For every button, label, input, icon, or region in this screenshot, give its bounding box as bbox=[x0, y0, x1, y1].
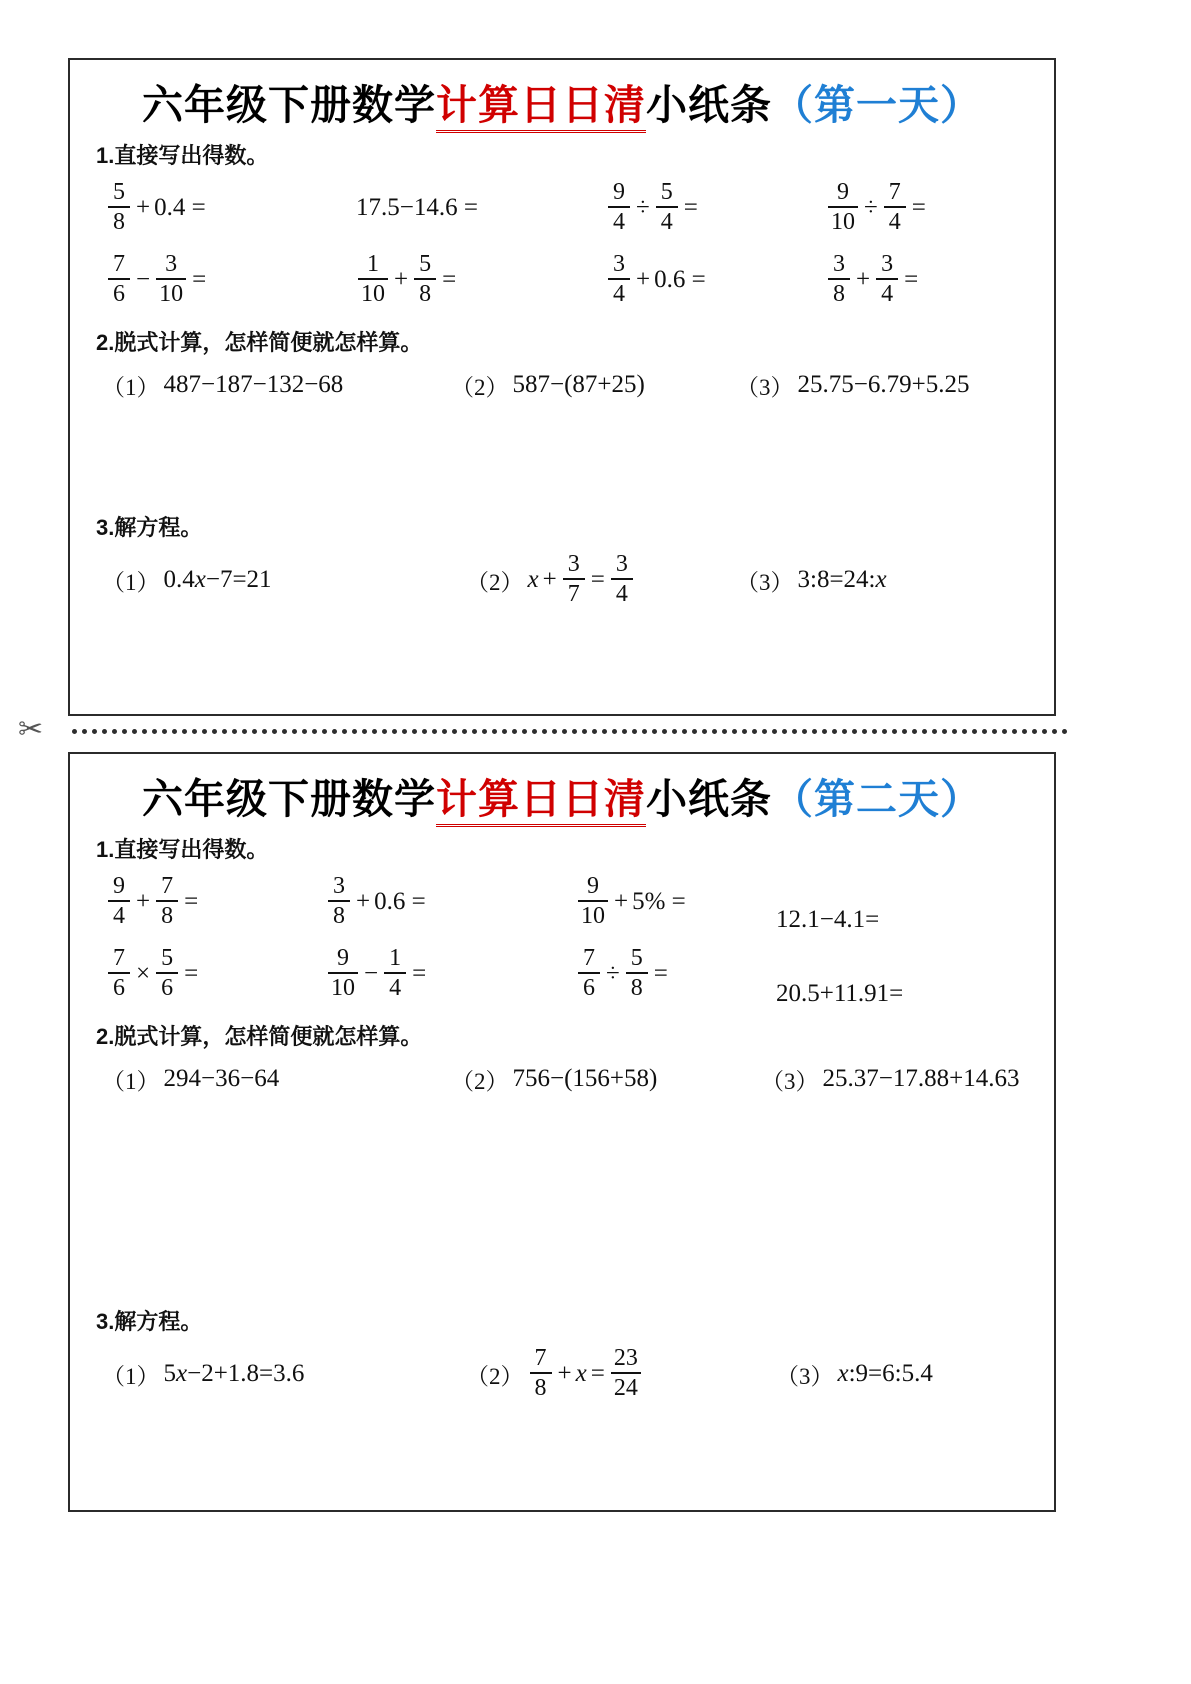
problem-d1-2-3: （3） 25.75−6.79+5.25 bbox=[736, 359, 969, 411]
fraction: $\frac{9}{10}$ bbox=[828, 180, 858, 235]
problem-d2-1-3: $\frac{9}{10}$ + 5% = bbox=[576, 866, 686, 938]
title-highlight: 计算日日清 bbox=[436, 82, 646, 133]
title-day-label: （第一天） bbox=[772, 82, 982, 128]
worksheet-card-day1 bbox=[68, 58, 1056, 716]
problem-d1-1-6: $\frac{1}{10}$ + $\frac{5}{8}$ = bbox=[356, 244, 460, 316]
fraction: $\frac{3}{7}$ bbox=[563, 552, 585, 607]
fraction: $\frac{7}{8}$ bbox=[530, 1346, 552, 1401]
answer-space-day1-section2 bbox=[70, 411, 1054, 501]
problem-d1-3-1: （1） 0.4 x −7=21 bbox=[102, 544, 272, 616]
worksheet-card-day2 bbox=[68, 752, 1056, 1512]
problem-d2-1-2: $\frac{3}{8}$ + 0.6 = bbox=[326, 866, 426, 938]
question-number: （2） bbox=[451, 374, 509, 400]
fraction: $\frac{7}{6}$ bbox=[578, 946, 600, 1001]
section3-heading-day2: 3.解方程。 bbox=[96, 1309, 203, 1335]
fraction: $\frac{9}{10}$ bbox=[328, 946, 358, 1001]
problem-d2-3-2: （2） $\frac{7}{8}$ + x = $\frac{23}{24}$ bbox=[466, 1338, 643, 1410]
fraction: $\frac{3}{8}$ bbox=[328, 874, 350, 929]
problem-d1-2-1: （1） 487−187−132−68 bbox=[102, 359, 343, 411]
fraction: $\frac{7}{6}$ bbox=[108, 946, 130, 1001]
oral-calc-row-2-day1 bbox=[96, 244, 1054, 316]
problem-d2-1-8: 20.5+11.91= bbox=[776, 980, 904, 1008]
fraction: $\frac{3}{4}$ bbox=[611, 552, 633, 607]
section2-heading-day2: 2.脱式计算，怎样简便就怎样算。 bbox=[96, 1024, 423, 1050]
section1-heading-day1: 1.直接写出得数。 bbox=[96, 143, 269, 169]
question-number: （1） bbox=[102, 569, 160, 595]
problem-d2-1-7: $\frac{7}{6}$ ÷ $\frac{5}{8}$ = bbox=[576, 938, 672, 1010]
question-number: （1） bbox=[102, 1068, 160, 1094]
problem-d1-1-3: $\frac{9}{4}$ ÷ $\frac{5}{4}$ = bbox=[606, 172, 702, 244]
expression-row-day2 bbox=[96, 1053, 1054, 1105]
problem-d2-2-1: （1） 294−36−64 bbox=[102, 1053, 279, 1105]
question-number: （3） bbox=[761, 1068, 819, 1094]
problem-d2-1-4: 12.1−4.1= bbox=[776, 906, 880, 934]
fraction: $\frac{3}{8}$ bbox=[828, 252, 850, 307]
oral-calc-row-1-day2 bbox=[96, 866, 1054, 938]
problem-d2-1-5: $\frac{7}{6}$ × $\frac{5}{6}$ = bbox=[106, 938, 202, 1010]
problem-d2-1-6: $\frac{9}{10}$ − $\frac{1}{4}$ = bbox=[326, 938, 430, 1010]
fraction: $\frac{9}{4}$ bbox=[108, 874, 130, 929]
problem-d1-1-4: $\frac{9}{10}$ ÷ $\frac{7}{4}$ = bbox=[826, 172, 930, 244]
oral-calc-row-1-day1 bbox=[96, 172, 1054, 244]
problem-d2-3-3: （3） x :9=6:5.4 bbox=[776, 1338, 933, 1410]
problem-d1-1-7: $\frac{3}{4}$ + 0.6 = bbox=[606, 244, 706, 316]
fraction: $\frac{9}{4}$ bbox=[608, 180, 630, 235]
problem-d1-1-1: $\frac{5}{8}$ + 0.4 = bbox=[106, 172, 206, 244]
problem-d1-1-8: $\frac{3}{8}$ + $\frac{3}{4}$ = bbox=[826, 244, 922, 316]
scissors-icon: ✂ bbox=[18, 713, 44, 746]
fraction: $\frac{3}{10}$ bbox=[156, 252, 186, 307]
question-number: （2） bbox=[466, 1363, 524, 1389]
section1-heading-day2: 1.直接写出得数。 bbox=[96, 837, 269, 863]
fraction: $\frac{7}{8}$ bbox=[156, 874, 178, 929]
problem-d1-2-2: （2） 587− (87+25) bbox=[451, 359, 645, 411]
problem-d1-1-2: 17.5−14.6 = bbox=[356, 194, 478, 222]
expression-row-day1 bbox=[96, 359, 1054, 411]
question-number: （2） bbox=[466, 569, 524, 595]
problem-d1-3-3: （3） 3:8=24: x bbox=[736, 544, 887, 616]
title-suffix: 小纸条 bbox=[646, 776, 772, 822]
title-suffix: 小纸条 bbox=[646, 82, 772, 128]
title-grade-subject: 六年级下册数学 bbox=[142, 776, 436, 822]
section3-heading-day1: 3.解方程。 bbox=[96, 515, 203, 541]
title-grade-subject: 六年级下册数学 bbox=[142, 82, 436, 128]
fraction: $\frac{7}{6}$ bbox=[108, 252, 130, 307]
problem-d1-3-2: （2） x + $\frac{3}{7}$ = $\frac{3}{4}$ bbox=[466, 544, 635, 616]
title-highlight: 计算日日清 bbox=[436, 776, 646, 827]
question-number: （1） bbox=[102, 1363, 160, 1389]
problem-d2-2-2: （2） 756− (156+58) bbox=[451, 1053, 657, 1105]
equation-row-day1 bbox=[96, 544, 1054, 616]
cut-line bbox=[18, 713, 1068, 746]
fraction: $\frac{5}{6}$ bbox=[156, 946, 178, 1001]
equation-row-day2 bbox=[96, 1338, 1054, 1410]
question-number: （3） bbox=[776, 1363, 834, 1389]
fraction: $\frac{3}{4}$ bbox=[608, 252, 630, 307]
fraction: $\frac{5}{8}$ bbox=[414, 252, 436, 307]
oral-calc-row-2-day2 bbox=[96, 938, 1054, 1010]
worksheet-title-day2 bbox=[70, 776, 1054, 823]
fraction: $\frac{5}{4}$ bbox=[656, 180, 678, 235]
fraction: $\frac{1}{4}$ bbox=[384, 946, 406, 1001]
problem-d2-3-1: （1） 5 x −2+1.8=3.6 bbox=[102, 1338, 304, 1410]
question-number: （3） bbox=[736, 374, 794, 400]
answer-space-day2-section2 bbox=[70, 1105, 1054, 1295]
fraction: $\frac{5}{8}$ bbox=[108, 180, 130, 235]
fraction: $\frac{5}{8}$ bbox=[626, 946, 648, 1001]
question-number: （3） bbox=[736, 569, 794, 595]
fraction: $\frac{9}{10}$ bbox=[578, 874, 608, 929]
dotted-line bbox=[72, 729, 1068, 734]
fraction: $\frac{1}{10}$ bbox=[358, 252, 388, 307]
question-number: （1） bbox=[102, 374, 160, 400]
fraction: $\frac{3}{4}$ bbox=[876, 252, 898, 307]
problem-d2-1-1: $\frac{9}{4}$ + $\frac{7}{8}$ = bbox=[106, 866, 202, 938]
question-number: （2） bbox=[451, 1068, 509, 1094]
answer-space-day2-section3 bbox=[70, 1410, 1054, 1560]
fraction: $\frac{23}{24}$ bbox=[611, 1346, 641, 1401]
problem-d2-2-3: （3） 25.37−17.88+14.63 bbox=[761, 1053, 1019, 1105]
problem-d1-1-5: $\frac{7}{6}$ − $\frac{3}{10}$ = bbox=[106, 244, 210, 316]
worksheet-title-day1 bbox=[70, 82, 1054, 129]
title-day-label: （第二天） bbox=[772, 776, 982, 822]
fraction: $\frac{7}{4}$ bbox=[884, 180, 906, 235]
section2-heading-day1: 2.脱式计算，怎样简便就怎样算。 bbox=[96, 330, 423, 356]
answer-space-day1-section3 bbox=[70, 616, 1054, 766]
